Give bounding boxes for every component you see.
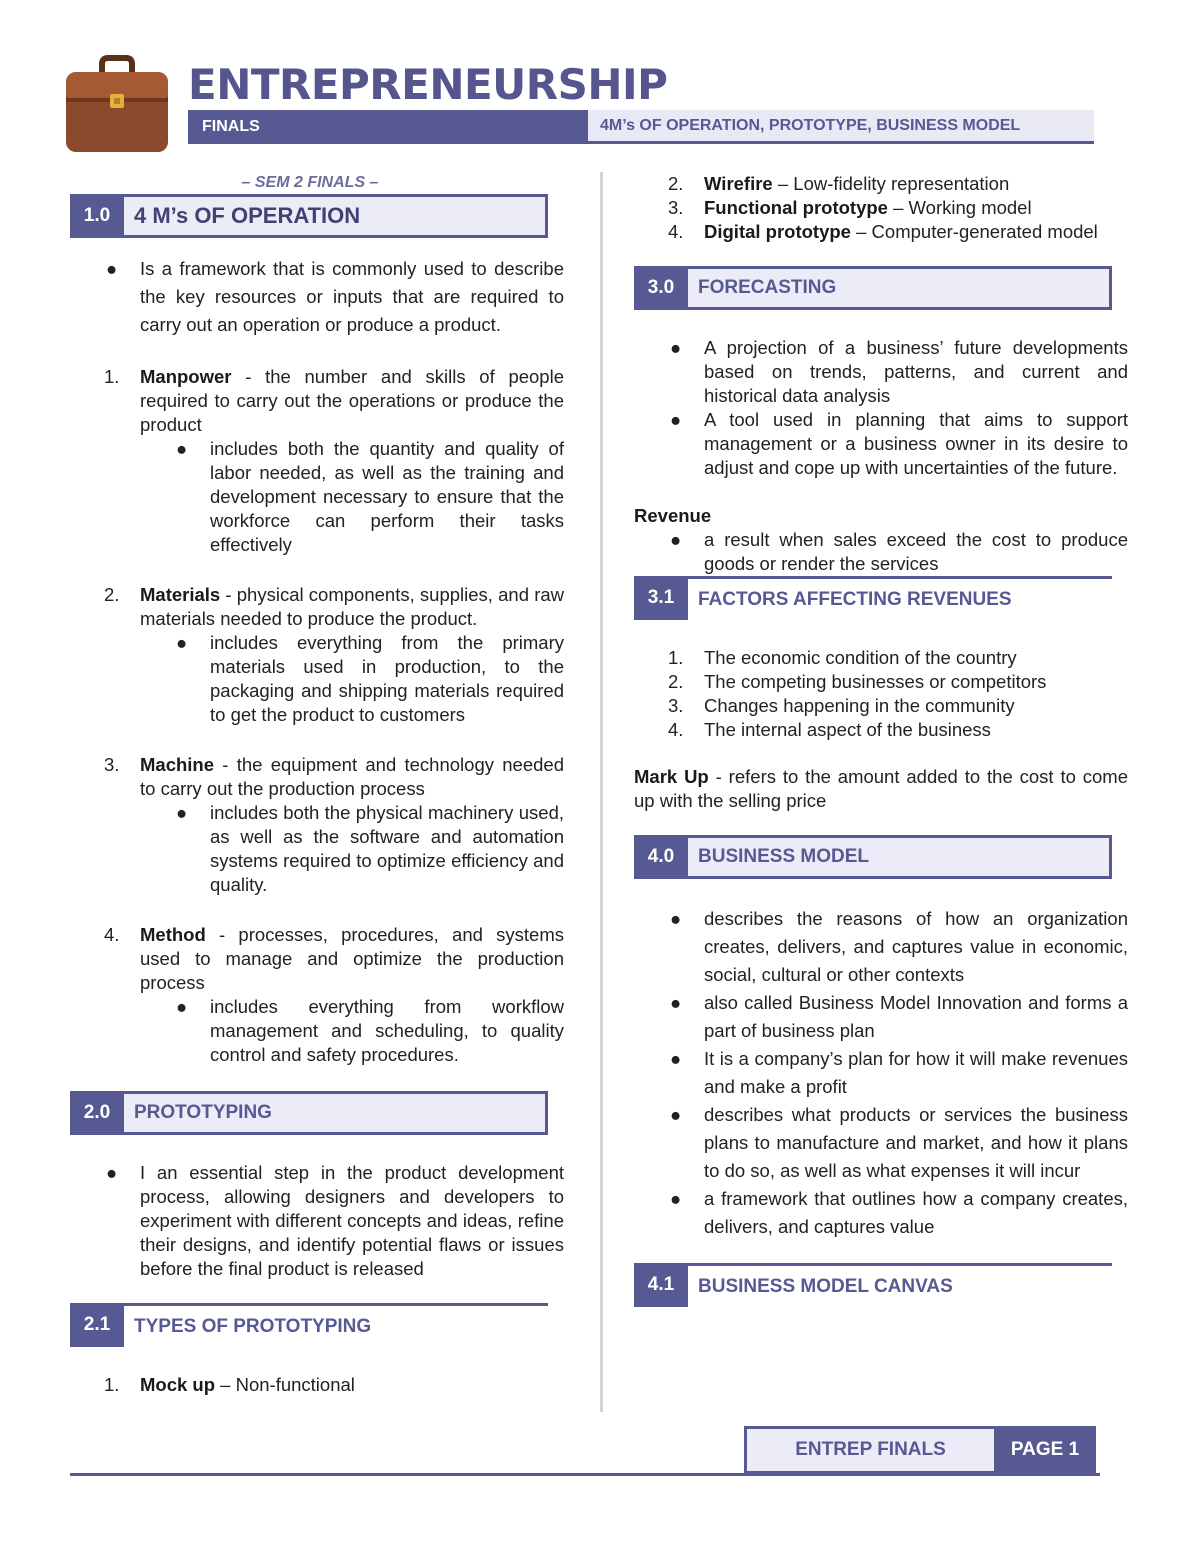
business-model-list (634, 905, 1128, 1241)
left-column (70, 172, 564, 1397)
bullet-icon: ● (106, 1162, 118, 1183)
list-item: 4. The internal aspect of the business (668, 719, 991, 740)
section-number: 3.1 (634, 576, 688, 620)
markup-definition: Mark Up - refers to the amount added to the cost to come up with the selling price (634, 766, 1128, 811)
revenue-factors-list (634, 646, 1128, 742)
section-title: FORECASTING (688, 266, 1112, 310)
list-item: ● a result when sales exceed the cost to produce goods or render the services (670, 529, 1128, 574)
list-item-materials: 2. Materials - physical components, supplies, and raw materials needed to produce the product. (104, 584, 564, 629)
footer-badge (744, 1426, 1096, 1474)
footer-label: ENTREP FINALS (744, 1426, 994, 1474)
section-2-1-header (70, 1303, 548, 1347)
prototype-types-list (70, 1373, 564, 1397)
four-ms-list (70, 365, 564, 1067)
section-title: BUSINESS MODEL CANVAS (688, 1263, 1112, 1307)
list-item-method: 4. Method - processes, procedures, and systems used to manage and optimize the production process (104, 924, 564, 993)
bullet-icon: ● (176, 802, 188, 823)
sub-list-item: ● includes both the physical machinery used, as well as the software and automation systems required to optimize efficiency and quality. (176, 802, 564, 895)
forecasting-list (634, 336, 1128, 480)
section-number: 4.1 (634, 1263, 688, 1307)
column-divider (600, 172, 603, 1412)
prototyping-list (70, 1161, 564, 1281)
revenue-heading: Revenue (634, 505, 712, 526)
bullet-icon: ● (176, 996, 188, 1017)
list-item: ● A projection of a business’ future developments based on trends, patterns, and current and historical data analysis (670, 337, 1128, 406)
revenue-list (634, 528, 1128, 576)
section-title: TYPES OF PROTOTYPING (124, 1303, 548, 1347)
list-item: ● also called Business Model Innovation and forms a part of business plan (634, 989, 1128, 1045)
document-title: ENTREPRENEURSHIP (188, 60, 668, 109)
sub-list-item: ● includes both the quantity and quality of labor needed, as well as the training and development necessary to ensure that the workforce can perform their tasks effectively (176, 438, 564, 555)
section-3-0-header (634, 266, 1112, 310)
header-bar (188, 110, 1094, 144)
section-3-1-header (634, 576, 1112, 620)
list-item: ● describes the reasons of how an organization creates, delivers, and captures value in economic, social, cultural or other contexts (634, 905, 1128, 989)
section-title: FACTORS AFFECTING REVENUES (688, 576, 1112, 620)
right-column (634, 172, 1128, 1307)
bullet-icon: ● (670, 409, 682, 430)
list-item-machine: 3. Machine - the equipment and technology needed to carry out the production process (104, 754, 564, 799)
sub-list-item: ● includes everything from the primary materials used in production, to the packaging and shipping materials required to get the product to customers (176, 632, 564, 725)
bullet-icon: ● (670, 1188, 682, 1209)
bullet-icon: ● (670, 337, 682, 358)
section-number: 1.0 (70, 194, 124, 238)
list-item: 4. Digital prototype – Computer-generated model (668, 221, 1098, 242)
list-item: ● Is a framework that is commonly used to describe the key resources or inputs that are required to carry out an operation or produce a product. (70, 255, 564, 339)
section-4-1-header (634, 1263, 1112, 1307)
list-item: ● a framework that outlines how a company creates, delivers, and captures value (634, 1185, 1128, 1241)
list-item: 2. The competing businesses or competitors (668, 671, 1047, 692)
sem-label: – SEM 2 FINALS – (241, 174, 379, 191)
section-number: 3.0 (634, 266, 688, 310)
list-item: ● It is a company’s plan for how it will make revenues and make a profit (634, 1045, 1128, 1101)
list-item: 1. Mock up – Non-functional (104, 1374, 355, 1395)
bullet-icon: ● (670, 908, 682, 929)
section-number: 2.1 (70, 1303, 124, 1347)
bullet-icon: ● (670, 1048, 682, 1069)
section-1-0-intro-list (70, 255, 564, 339)
briefcase-icon (62, 54, 172, 154)
list-item: 3. Changes happening in the community (668, 695, 1015, 716)
bullet-icon: ● (670, 992, 682, 1013)
page-number: PAGE 1 (994, 1426, 1096, 1474)
list-item: 2. Wirefire – Low-fidelity representation (668, 173, 1010, 194)
section-number: 4.0 (634, 835, 688, 879)
bullet-icon: ● (106, 258, 118, 279)
sub-list-item: ● includes everything from workflow management and scheduling, to quality control and safety procedures. (176, 996, 564, 1065)
bullet-icon: ● (670, 529, 682, 550)
section-number: 2.0 (70, 1091, 124, 1135)
list-item: 1. The economic condition of the country (668, 647, 1017, 668)
section-1-0-header (70, 194, 548, 238)
list-item: ● describes what products or services the business plans to manufacture and market, and how it plans to do so, as well as what expenses it will incur (634, 1101, 1128, 1185)
bullet-icon: ● (176, 438, 188, 459)
prototype-types-list-continued (634, 172, 1128, 244)
bullet-icon: ● (670, 1104, 682, 1125)
section-title: PROTOTYPING (124, 1091, 548, 1135)
section-2-0-header (70, 1091, 548, 1135)
section-title: 4 M’s OF OPERATION (124, 194, 548, 238)
list-item: ● A tool used in planning that aims to support management or a business owner in its desire to adjust and cope up with uncertainties of the future. (670, 409, 1128, 478)
section-title: BUSINESS MODEL (688, 835, 1112, 879)
header-finals-label: FINALS (188, 110, 588, 144)
bullet-icon: ● (176, 632, 188, 653)
list-item-manpower: 1. Manpower - the number and skills of people required to carry out the operations or produce the product (104, 366, 564, 435)
list-item: ● I an essential step in the product development process, allowing designers and developers to experiment with different concepts and ideas, refine their designs, and identify potential flaws or issues before the final product is released (106, 1162, 564, 1279)
section-4-0-header (634, 835, 1112, 879)
header-topics-label: 4M’s OF OPERATION, PROTOTYPE, BUSINESS MODEL (588, 110, 1094, 144)
list-item: 3. Functional prototype – Working model (668, 197, 1032, 218)
